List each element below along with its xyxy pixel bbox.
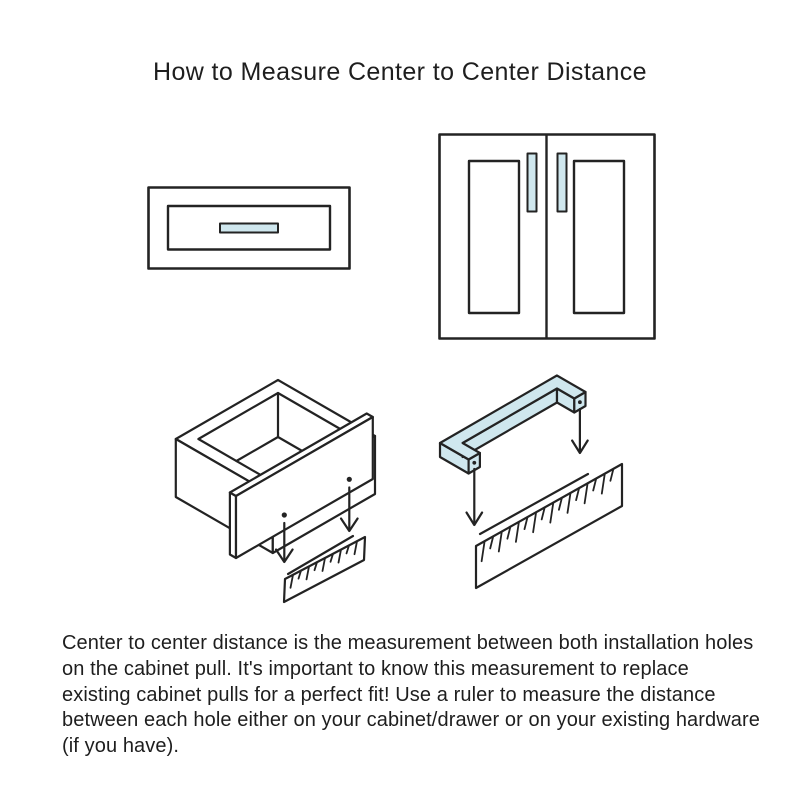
hole-dot-left [282,512,287,517]
big-ruler [476,464,622,588]
drawer-isometric-illustration [148,372,400,620]
page-title: How to Measure Center to Center Distance [153,58,647,86]
cabinet-doors-illustration [438,133,656,340]
hole-dot-right [347,477,352,482]
pull-hole-dot-left [472,461,476,465]
left-door-handle-icon [528,154,537,212]
cabinet-pull-illustration [420,358,685,620]
drawer-front-handle-icon [220,224,278,233]
description-text: Center to center distance is the measurement between both installation holes on the cabinet pull. It's important to know this measurement to replace existing cabinet pulls for a perfect fit! Use a ruler to measure the distance between each hole either on your cabinet/drawer or on your existing hardware (if you have). [62,632,761,758]
pull-hole-dot-right [578,400,582,404]
drawer-front-illustration [147,186,351,270]
right-door-handle-icon [558,154,567,212]
